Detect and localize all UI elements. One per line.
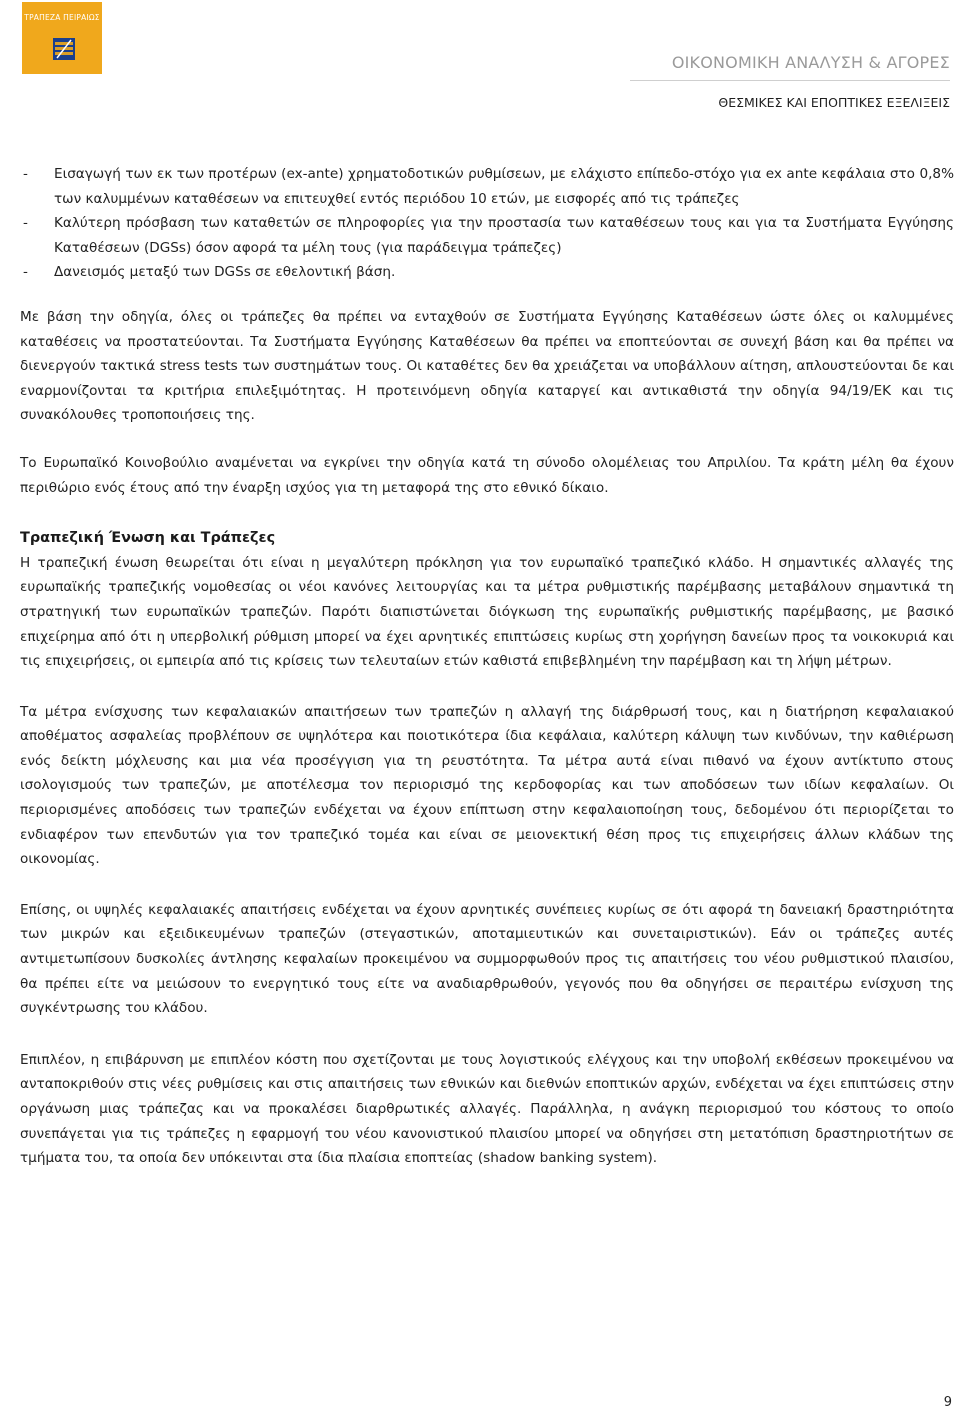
logo-text: ΤΡΑΠΕΖΑ ΠΕΙΡΑΙΩΣ — [24, 13, 100, 22]
list-item: - Καλύτερη πρόσβαση των καταθετών σε πληροφορίες για την προστασία των καταθέσεων τους και για τα Συστήματα Εγγύησης Καταθέσεων (DGSs) όσον αφορά τα μέλη τους (για παράδειγμα τράπεζες) — [20, 211, 954, 260]
page-number: 9 — [943, 1395, 952, 1410]
header-subtitle: ΘΕΣΜΙΚΕΣ ΚΑΙ ΕΠΟΠΤΙΚΕΣ ΕΞΕΛΙΞΕΙΣ — [718, 95, 950, 110]
document-body — [20, 162, 954, 1171]
section-heading: Τραπεζική Ένωση και Τράπεζες — [20, 530, 276, 547]
paragraph-capital-requirements: Επίσης, οι υψηλές κεφαλαιακές απαιτήσεις ενδέχεται να έχουν αρνητικές συνέπειες κυρίως σε ότι αφορά τη δανειακή δραστηριότητα των μικρών και εξειδικευμένων τραπεζών (στεγαστικών, αποταμιευτικών και συνεταιριστικών). Εάν οι τράπεζες αυτές αντιμετωπίσουν δυσκολίες άντλησης κεφαλαίων προκειμένου να συμμορφωθούν προς τις απαιτήσεις του νέου ρυθμιστικού πλαισίου, θα πρέπει είτε να μειώσουν το ενεργητικό τους είτε να αναδιαρθρωθούν, γεγονός που θα οδηγήσει σε περαιτέρω ενίσχυση της συγκέντρωσης του κλάδου. — [20, 901, 954, 1017]
piraeus-bank-emblem-icon — [53, 38, 75, 60]
paragraph-parliament: Το Ευρωπαϊκό Κοινοβούλιο αναμένεται να εγκρίνει την οδηγία κατά τη σύνοδο ολομέλειας του Απριλίου. Τα κράτη μέλη θα έχουν περιθώριο ενός έτους από την έναρξη ισχύος για τη μεταφορά της στο εθνικό δίκαιο. — [20, 454, 954, 496]
bank-logo — [22, 2, 102, 74]
header-divider — [630, 80, 950, 81]
header-title: ΟΙΚΟΝΟΜΙΚΗ ΑΝΑΛΥΣΗ & ΑΓΟΡΕΣ — [671, 53, 950, 72]
paragraph-costs: Επιπλέον, η επιβάρυνση με επιπλέον κόστη που σχετίζονται με τους λογιστικούς ελέγχους και την υποβολή εκθέσεων προκειμένου να ανταποκριθούν στις νέες ρυθμίσεις και στις απαιτήσεις των εθνικών και διεθνών εποπτικών αρχών, ενδέχεται να έχει επιπτώσεις στην οργάνωση μιας τράπεζας και να προκαλέσει διαρθρωτικές αλλαγές. Παράλληλα, η ανάγκη περιορισμού του κόστους το οποίο συνεπάγεται για τις τράπεζες η εφαρμογή του νέου κανονιστικού πλαισίου μπορεί να οδηγήσει στη μετατόπιση δραστηριοτήτων σε τμήματα του, τα οποία δεν υπόκεινται στα ίδια πλαίσια εποπτείας (shadow banking system). — [20, 1051, 954, 1167]
list-item: - Εισαγωγή των εκ των προτέρων (ex-ante) χρηματοδοτικών ρυθμίσεων, με ελάχιστο επίπεδο-στόχο για ex ante κεφάλαια στο 0,8% των καλυμμένων καταθέσεων να επιτευχθεί εντός περιόδου 10 ετών, με εισφορές από τις τράπεζες — [20, 162, 954, 211]
paragraph-capital-measures: Τα μέτρα ενίσχυσης των κεφαλαιακών απαιτήσεων των τραπεζών η αλλαγή της διάρθρωσή τους, και η διατήρηση κεφαλαιακού αποθέματος ασφαλείας προβλέπουν σε υψηλότερα και ποιοτικότερα ίδια κεφάλαια, καλύτερη κάλυψη των κινδύνων, την καθιέρωση ενός δείκτη μόχλευσης και μια νέα προσέγγιση για τη ρευστότητα. Τα μέτρα αυτά είναι πιθανό να έχουν αντίκτυπο στους ισολογισμούς των τραπεζών, με αποτέλεσμα τον περιορισμό της κερδοφορίας και των αποδόσεων των ιδίων κεφαλαίων. Οι περιορισμένες αποδόσεις των τραπεζών ενδέχεται να έχουν επίπτωση στην κεφαλαιοποίηση τους, δεδομένου ότι περιορίζεται το ενδιαφέρον των επενδυτών για τον τραπεζικό τομέα και είναι σε μειονεκτική θέση προς τις επιχειρήσεις άλλων κλάδων της οικονομίας. — [20, 703, 954, 868]
bullet-list — [20, 162, 954, 285]
paragraph-directive: Με βάση την οδηγία, όλες οι τράπεζες θα πρέπει να ενταχθούν σε Συστήματα Εγγύησης Καταθέσεων ώστε όλες οι καλυμμένες καταθέσεις να προστατεύονται. Τα Συστήματα Εγγύησης Καταθέσεων θα πρέπει να εποπτεύονται σε συνεχή βάση και θα πρέπει να διενεργούν τακτικά stress tests των συστημάτων τους. Οι καταθέτες δεν θα χρειάζεται να υποβάλλουν αίτηση, απλουστεύονται δε και εναρμονίζονται τα κριτήρια επιλεξιμότητας. Η προτεινόμενη οδηγία καταργεί και αντικαθιστά την οδηγία 94/19/ΕΚ και τις συνακόλουθες τροποποιήσεις της. — [20, 308, 954, 424]
list-item: - Δανεισμός μεταξύ των DGSs σε εθελοντική βάση. — [20, 260, 954, 285]
paragraph-banking-union: Η τραπεζική ένωση θεωρείται ότι είναι η μεγαλύτερη πρόκληση για τον ευρωπαϊκό τραπεζικό κλάδο. Η σημαντικές αλλαγές της ευρωπαϊκής τραπεζικής νομοθεσίας οι νέοι κανόνες λειτουργίας και τα μέτρα ρυθμιστικής παρέμβασης μεταβάλουν σημαντικά τη στρατηγική των ευρωπαϊκών τραπεζών. Παρότι διαπιστώνεται διόγκωση της ευρωπαϊκής ρυθμιστικής παρέμβασης, με βασικό επιχείρημα από ότι η υπερβολική ρύθμιση μπορεί να έχει αρνητικές επιπτώσεις κυρίως στη χορήγηση δανείων προς τα νοικοκυριά και τις επιχειρήσεις, οι εμπειρία από τις κρίσεις των τελευταίων ετών καθιστά επιβεβλημένη την παρέμβαση και τη λήψη μέτρων. — [20, 554, 954, 670]
